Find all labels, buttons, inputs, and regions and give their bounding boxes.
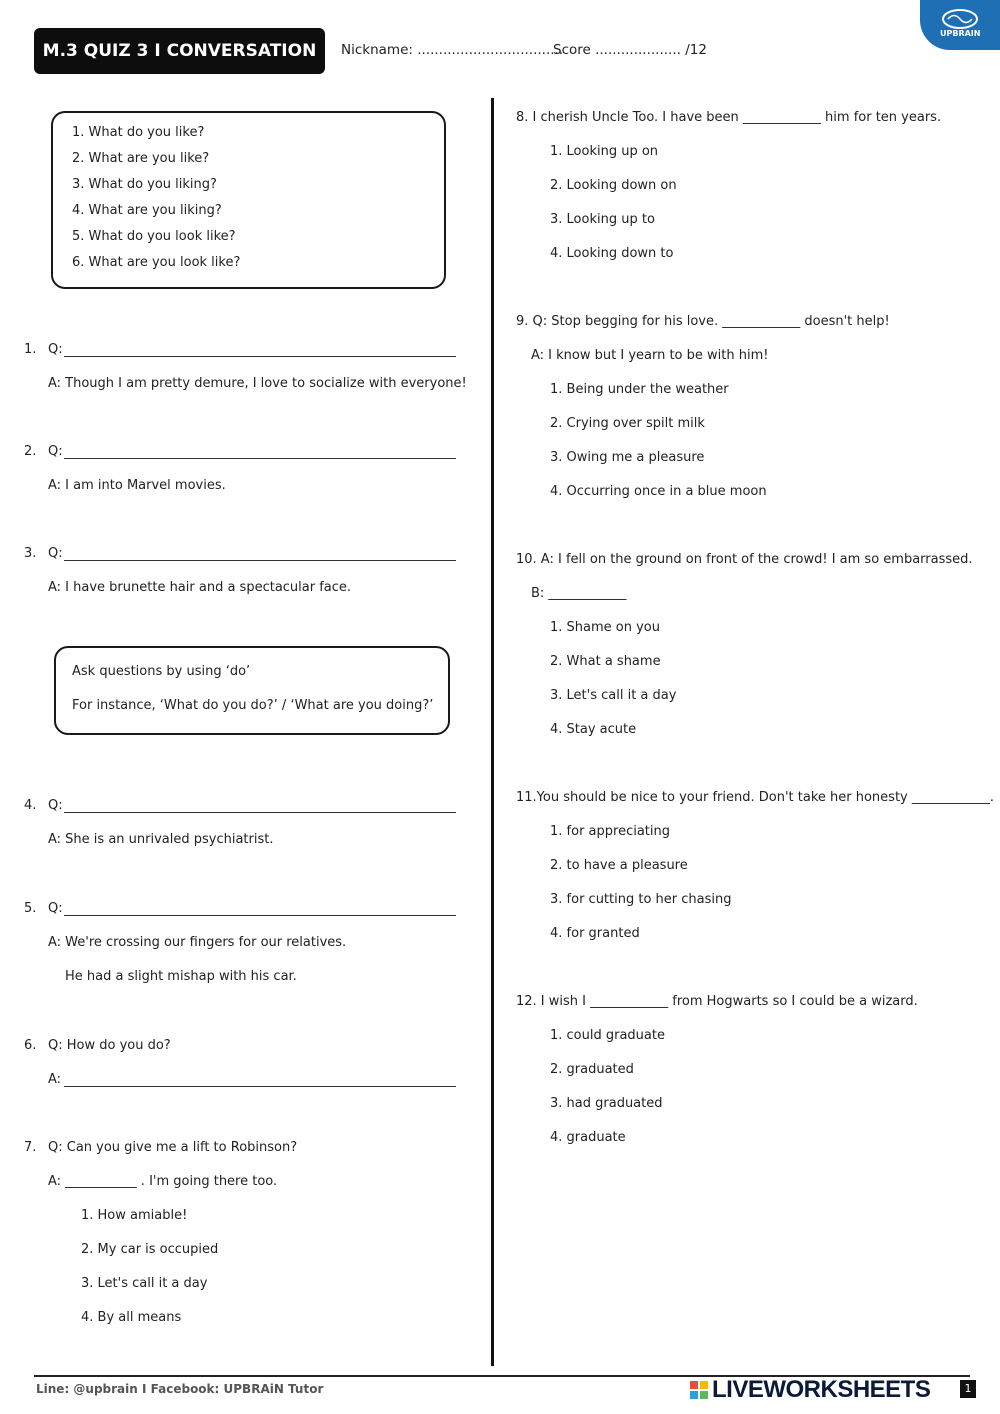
choice-option[interactable]: 2. Looking down on <box>550 178 677 193</box>
nickname-field[interactable]: Nickname: .................................. <box>341 42 564 58</box>
choice-option[interactable]: 4. graduate <box>550 1130 626 1145</box>
answer-text: A: She is an unrivaled psychiatrist. <box>48 832 274 847</box>
choice-option[interactable]: 3. Let's call it a day <box>550 688 677 703</box>
choice-option[interactable]: 4. Looking down to <box>550 246 674 261</box>
question-line: B: ____________ <box>531 586 627 601</box>
question-number: 5. <box>24 901 37 916</box>
choice-option[interactable]: 3. Let's call it a day <box>81 1276 208 1291</box>
option-item: 4. What are you liking? <box>72 203 222 218</box>
question-label: Q: <box>48 444 63 459</box>
question-text: Q: How do you do? <box>48 1038 171 1053</box>
question-number: 4. <box>24 798 37 813</box>
choice-option[interactable]: 1. Being under the weather <box>550 382 729 397</box>
choice-option[interactable]: 2. to have a pleasure <box>550 858 688 873</box>
question-label: Q: <box>48 901 63 916</box>
choice-option[interactable]: 2. graduated <box>550 1062 634 1077</box>
answer-blank-q4[interactable] <box>64 812 456 813</box>
question-stem: 11.You should be nice to your friend. Don't take her honesty ____________. <box>516 790 994 805</box>
quiz-title: M.3 QUIZ 3 I CONVERSATION <box>34 28 325 74</box>
question-stem: 8. I cherish Uncle Too. I have been ____________ him for ten years. <box>516 110 942 125</box>
answer-text: A: I am into Marvel movies. <box>48 478 226 493</box>
answer-blank-q3[interactable] <box>64 560 456 561</box>
option-item: 1. What do you like? <box>72 125 205 140</box>
question-label: Q: <box>48 798 63 813</box>
question-stem: 10. A: I fell on the ground on front of the crowd! I am so embarrassed. <box>516 552 973 567</box>
upbrain-logo <box>920 0 1000 50</box>
question-number: 2. <box>24 444 37 459</box>
instruction-box <box>54 646 450 735</box>
question-number: 1. <box>24 342 37 357</box>
option-item: 2. What are you like? <box>72 151 210 166</box>
choice-option[interactable]: 3. Owing me a pleasure <box>550 450 705 465</box>
choice-option[interactable]: 4. By all means <box>81 1310 182 1325</box>
choice-option[interactable]: 4. Occurring once in a blue moon <box>550 484 767 499</box>
question-stem: 9. Q: Stop begging for his love. ____________ doesn't help! <box>516 314 890 329</box>
answer-text: A: ___________ . I'm going there too. <box>48 1174 278 1189</box>
choice-option[interactable]: 1. How amiable! <box>81 1208 188 1223</box>
answer-label: A: <box>48 1072 62 1087</box>
liveworksheets-logo <box>690 1377 930 1403</box>
question-line: A: I know but I yearn to be with him! <box>531 348 769 363</box>
choice-option[interactable]: 1. could graduate <box>550 1028 665 1043</box>
column-divider <box>491 98 494 1366</box>
brand-name: UPBRAIN <box>940 29 981 38</box>
score-field: Score .................... /12 <box>553 42 707 58</box>
question-stem: 12. I wish I ____________ from Hogwarts so I could be a wizard. <box>516 994 918 1009</box>
choice-option[interactable]: 4. for granted <box>550 926 640 941</box>
answer-blank-q5[interactable] <box>64 915 456 916</box>
liveworksheets-wordmark: LIVEWORKSHEETS <box>712 1376 931 1403</box>
question-number: 3. <box>24 546 37 561</box>
option-item: 5. What do you look like? <box>72 229 236 244</box>
answer-blank-q6[interactable] <box>64 1086 456 1087</box>
choice-option[interactable]: 4. Stay acute <box>550 722 637 737</box>
instruction-example: For instance, ‘What do you do?’ / ‘What are you doing?’ <box>72 698 434 713</box>
choice-option[interactable]: 1. Looking up on <box>550 144 659 159</box>
choice-option[interactable]: 3. for cutting to her chasing <box>550 892 732 907</box>
footer-contact: Line: @upbrain I Facebook: UPBRAiN Tutor <box>36 1382 324 1396</box>
answer-blank-q2[interactable] <box>64 458 456 459</box>
page-number: 1 <box>960 1380 976 1398</box>
instruction-line: Ask questions by using ‘do’ <box>72 664 251 679</box>
answer-blank-q1[interactable] <box>64 356 456 357</box>
liveworksheets-icon <box>690 1381 708 1399</box>
choice-option[interactable]: 3. Looking up to <box>550 212 655 227</box>
choice-option[interactable]: 1. Shame on you <box>550 620 660 635</box>
answer-text-cont: He had a slight mishap with his car. <box>65 969 297 984</box>
question-number: 6. <box>24 1038 37 1053</box>
option-item: 6. What are you look like? <box>72 255 241 270</box>
question-number: 7. <box>24 1140 37 1155</box>
answer-text: A: Though I am pretty demure, I love to socialize with everyone! <box>48 376 467 391</box>
choice-option[interactable]: 1. for appreciating <box>550 824 670 839</box>
choice-option[interactable]: 2. My car is occupied <box>81 1242 219 1257</box>
question-text: Q: Can you give me a lift to Robinson? <box>48 1140 298 1155</box>
brain-icon <box>940 8 980 30</box>
answer-text: A: We're crossing our fingers for our relatives. <box>48 935 347 950</box>
option-item: 3. What do you liking? <box>72 177 217 192</box>
question-label: Q: <box>48 342 63 357</box>
answer-text: A: I have brunette hair and a spectacular face. <box>48 580 352 595</box>
question-label: Q: <box>48 546 63 561</box>
choice-option[interactable]: 3. had graduated <box>550 1096 663 1111</box>
choice-option[interactable]: 2. What a shame <box>550 654 661 669</box>
choice-option[interactable]: 2. Crying over spilt milk <box>550 416 705 431</box>
